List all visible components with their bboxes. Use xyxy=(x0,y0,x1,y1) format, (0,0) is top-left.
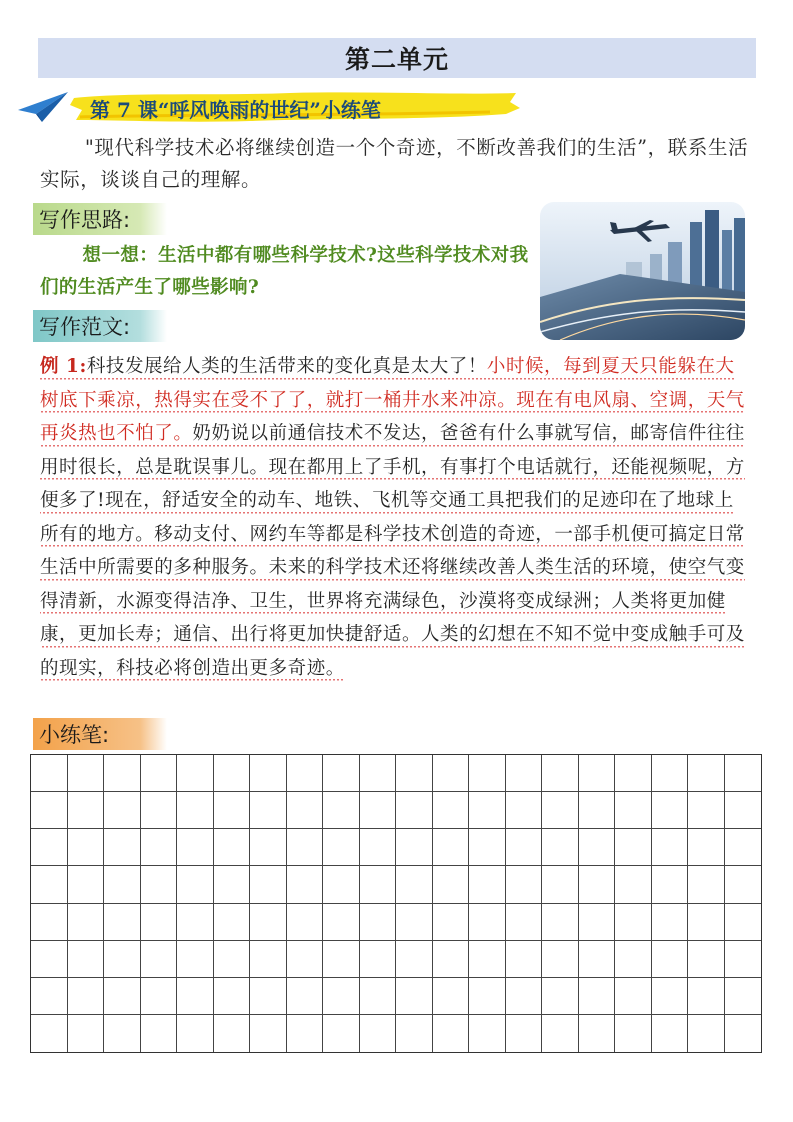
practice-section-label xyxy=(33,718,167,750)
grid-cell[interactable] xyxy=(433,941,470,978)
grid-cell[interactable] xyxy=(688,978,725,1015)
lesson-title-band xyxy=(70,90,520,124)
practice-section-label-text: 小练笔: xyxy=(39,723,110,747)
grid-cell[interactable] xyxy=(214,1015,251,1052)
grid-cell[interactable] xyxy=(725,941,762,978)
grid-cell[interactable] xyxy=(141,792,178,829)
essay-part-1: 科技发展给人类的生活带来的变化真是太大了！ xyxy=(86,356,487,377)
grid-cell[interactable] xyxy=(68,1015,105,1052)
grid-cell[interactable] xyxy=(323,904,360,941)
grid-cell[interactable] xyxy=(31,792,68,829)
grid-cell[interactable] xyxy=(433,1015,470,1052)
grid-cell[interactable] xyxy=(615,941,652,978)
grid-cell[interactable] xyxy=(579,978,616,1015)
grid-cell[interactable] xyxy=(542,1015,579,1052)
grid-cell[interactable] xyxy=(250,904,287,941)
grid-cell[interactable] xyxy=(68,904,105,941)
grid-cell[interactable] xyxy=(396,904,433,941)
grid-cell[interactable] xyxy=(360,829,397,866)
grid-cell[interactable] xyxy=(542,755,579,792)
grid-cell[interactable] xyxy=(615,904,652,941)
grid-cell[interactable] xyxy=(725,1015,762,1052)
grid-cell[interactable] xyxy=(287,792,324,829)
grid-cell[interactable] xyxy=(104,755,141,792)
grid-cell[interactable] xyxy=(652,866,689,903)
grid-cell[interactable] xyxy=(396,941,433,978)
grid-cell[interactable] xyxy=(214,792,251,829)
grid-cell[interactable] xyxy=(323,829,360,866)
grid-cell[interactable] xyxy=(506,978,543,1015)
grid-cell[interactable] xyxy=(396,755,433,792)
grid-cell[interactable] xyxy=(433,904,470,941)
prompt-text: "现代科学技术必将继续创造一个个奇迹，不断改善我们的生活”，联系生活实际，谈谈自己的理解。 xyxy=(40,136,749,191)
grid-cell[interactable] xyxy=(31,755,68,792)
grid-cell[interactable] xyxy=(542,792,579,829)
grid-cell[interactable] xyxy=(141,1015,178,1052)
idea-section-label-text: 写作思路: xyxy=(39,208,131,232)
grid-cell[interactable] xyxy=(433,792,470,829)
grid-cell[interactable] xyxy=(104,1015,141,1052)
grid-cell[interactable] xyxy=(250,978,287,1015)
idea-section-label xyxy=(33,203,167,235)
grid-cell[interactable] xyxy=(506,755,543,792)
grid-cell[interactable] xyxy=(141,866,178,903)
grid-cell[interactable] xyxy=(579,792,616,829)
grid-cell[interactable] xyxy=(68,829,105,866)
grid-cell[interactable] xyxy=(579,941,616,978)
grid-cell[interactable] xyxy=(104,904,141,941)
sample-section-label xyxy=(33,310,167,342)
grid-cell[interactable] xyxy=(542,904,579,941)
grid-cell[interactable] xyxy=(287,904,324,941)
sample-section-label-text: 写作范文: xyxy=(39,315,131,339)
grid-cell[interactable] xyxy=(396,866,433,903)
grid-cell[interactable] xyxy=(141,941,178,978)
grid-cell[interactable] xyxy=(615,755,652,792)
grid-cell[interactable] xyxy=(433,866,470,903)
grid-cell[interactable] xyxy=(177,792,214,829)
grid-cell[interactable] xyxy=(469,792,506,829)
grid-cell[interactable] xyxy=(177,941,214,978)
grid-cell[interactable] xyxy=(360,866,397,903)
grid-cell[interactable] xyxy=(725,792,762,829)
grid-cell[interactable] xyxy=(542,978,579,1015)
grid-cell[interactable] xyxy=(725,904,762,941)
grid-cell[interactable] xyxy=(652,904,689,941)
grid-cell[interactable] xyxy=(396,978,433,1015)
grid-cell[interactable] xyxy=(68,978,105,1015)
grid-cell[interactable] xyxy=(542,829,579,866)
grid-cell[interactable] xyxy=(323,1015,360,1052)
grid-cell[interactable] xyxy=(214,866,251,903)
grid-cell[interactable] xyxy=(177,904,214,941)
grid-cell[interactable] xyxy=(469,904,506,941)
idea-text: 想一想：生活中都有哪些科学技术?这些科学技术对我们的生活产生了哪些影响? xyxy=(40,245,529,298)
grid-cell[interactable] xyxy=(652,941,689,978)
grid-cell[interactable] xyxy=(177,1015,214,1052)
grid-cell[interactable] xyxy=(323,978,360,1015)
grid-cell[interactable] xyxy=(579,829,616,866)
grid-cell[interactable] xyxy=(177,755,214,792)
grid-cell[interactable] xyxy=(287,866,324,903)
grid-cell[interactable] xyxy=(615,1015,652,1052)
example-label: 例 1: xyxy=(40,356,87,377)
grid-cell[interactable] xyxy=(396,1015,433,1052)
lesson-title: 第 7 课“呼风唤雨的世纪”小练笔 xyxy=(90,98,381,122)
grid-cell[interactable] xyxy=(396,792,433,829)
grid-cell[interactable] xyxy=(104,941,141,978)
grid-cell[interactable] xyxy=(141,829,178,866)
grid-cell[interactable] xyxy=(506,792,543,829)
grid-cell[interactable] xyxy=(688,792,725,829)
grid-cell[interactable] xyxy=(177,978,214,1015)
grid-cell[interactable] xyxy=(725,866,762,903)
grid-cell[interactable] xyxy=(214,755,251,792)
grid-cell[interactable] xyxy=(506,829,543,866)
grid-cell[interactable] xyxy=(104,978,141,1015)
grid-cell[interactable] xyxy=(31,829,68,866)
grid-cell[interactable] xyxy=(579,1015,616,1052)
grid-cell[interactable] xyxy=(725,829,762,866)
grid-cell[interactable] xyxy=(725,755,762,792)
grid-cell[interactable] xyxy=(68,866,105,903)
grid-cell[interactable] xyxy=(360,792,397,829)
grid-cell[interactable] xyxy=(104,866,141,903)
grid-cell[interactable] xyxy=(323,941,360,978)
grid-cell[interactable] xyxy=(725,978,762,1015)
city-highway-airplane-photo xyxy=(540,202,745,340)
grid-cell[interactable] xyxy=(323,792,360,829)
grid-cell[interactable] xyxy=(506,904,543,941)
grid-cell[interactable] xyxy=(688,904,725,941)
grid-cell[interactable] xyxy=(250,755,287,792)
essay-part-2-highlight: 小时候，每到夏天只能躲在大树底下乘凉，热得实在受不了了，就打一桶井水来冲凉。现在有电风扇、空调，天气再炎热也不怕了。 xyxy=(40,356,745,444)
grid-cell[interactable] xyxy=(688,941,725,978)
grid-cell[interactable] xyxy=(506,866,543,903)
grid-cell[interactable] xyxy=(31,941,68,978)
grid-cell[interactable] xyxy=(615,866,652,903)
grid-cell[interactable] xyxy=(31,1015,68,1052)
grid-cell[interactable] xyxy=(214,904,251,941)
grid-cell[interactable] xyxy=(287,1015,324,1052)
grid-cell[interactable] xyxy=(250,866,287,903)
grid-cell[interactable] xyxy=(469,755,506,792)
grid-cell[interactable] xyxy=(287,978,324,1015)
grid-cell[interactable] xyxy=(469,978,506,1015)
sample-essay xyxy=(40,350,752,685)
grid-cell[interactable] xyxy=(652,978,689,1015)
grid-cell[interactable] xyxy=(433,755,470,792)
grid-cell[interactable] xyxy=(688,755,725,792)
grid-cell[interactable] xyxy=(214,829,251,866)
grid-cell[interactable] xyxy=(615,978,652,1015)
grid-cell[interactable] xyxy=(250,792,287,829)
essay-part-3: 奶奶说以前通信技术不发达，爸爸有什么事就写信，邮寄信件往往用时很长，总是耽误事儿。现在都用上了手机，有事打个电话就行，还能视频呢，方便多了!现在，舒适安全的动车、地铁、飞机等交通工具把我们的足迹印在了地球上所有的地方。移动支付、网约车等都是科学技术创造的奇迹，一部手机便可搞定日常生活中所需要的多种服务。未来的科学技术还将继续改善人类生活的环境，使空气变得清新，水源变得洁净、卫生，世界将充满绿色，沙漠将变成绿洲；人类将更加健康，更加长寿；通信、出行将更加快捷舒适。人类的幻想在不知不觉中变成触手可及的现实，科技必将创造出更多奇迹。 xyxy=(40,423,745,679)
grid-cell[interactable] xyxy=(323,866,360,903)
grid-cell[interactable] xyxy=(141,978,178,1015)
grid-cell[interactable] xyxy=(652,829,689,866)
grid-cell[interactable] xyxy=(469,829,506,866)
grid-cell[interactable] xyxy=(177,866,214,903)
grid-cell[interactable] xyxy=(433,978,470,1015)
writing-grid[interactable] xyxy=(30,754,762,1053)
grid-cell[interactable] xyxy=(31,866,68,903)
grid-cell[interactable] xyxy=(250,941,287,978)
grid-cell[interactable] xyxy=(104,829,141,866)
grid-cell[interactable] xyxy=(506,1015,543,1052)
grid-cell[interactable] xyxy=(688,1015,725,1052)
grid-cell[interactable] xyxy=(652,755,689,792)
grid-cell[interactable] xyxy=(250,829,287,866)
paper-plane-icon xyxy=(16,88,70,124)
grid-cell[interactable] xyxy=(688,866,725,903)
grid-cell[interactable] xyxy=(360,941,397,978)
grid-cell[interactable] xyxy=(287,829,324,866)
grid-cell[interactable] xyxy=(31,978,68,1015)
grid-cell[interactable] xyxy=(469,1015,506,1052)
grid-cell[interactable] xyxy=(287,941,324,978)
grid-cell[interactable] xyxy=(579,866,616,903)
grid-cell[interactable] xyxy=(360,755,397,792)
grid-cell[interactable] xyxy=(68,941,105,978)
grid-cell[interactable] xyxy=(141,904,178,941)
grid-cell[interactable] xyxy=(469,866,506,903)
unit-title-bar xyxy=(38,38,756,78)
grid-cell[interactable] xyxy=(177,829,214,866)
grid-cell[interactable] xyxy=(360,978,397,1015)
grid-cell[interactable] xyxy=(31,904,68,941)
grid-cell[interactable] xyxy=(652,792,689,829)
grid-cell[interactable] xyxy=(360,904,397,941)
grid-cell[interactable] xyxy=(214,978,251,1015)
grid-cell[interactable] xyxy=(287,755,324,792)
grid-cell[interactable] xyxy=(579,755,616,792)
grid-cell[interactable] xyxy=(615,792,652,829)
grid-cell[interactable] xyxy=(433,829,470,866)
grid-cell[interactable] xyxy=(652,1015,689,1052)
grid-cell[interactable] xyxy=(141,755,178,792)
grid-cell[interactable] xyxy=(250,1015,287,1052)
grid-cell[interactable] xyxy=(104,792,141,829)
grid-cell[interactable] xyxy=(579,904,616,941)
grid-cell[interactable] xyxy=(396,829,433,866)
grid-cell[interactable] xyxy=(469,941,506,978)
grid-cell[interactable] xyxy=(323,755,360,792)
grid-cell[interactable] xyxy=(542,941,579,978)
grid-cell[interactable] xyxy=(615,829,652,866)
unit-title: 第二单元 xyxy=(344,45,449,74)
grid-cell[interactable] xyxy=(214,941,251,978)
grid-cell[interactable] xyxy=(360,1015,397,1052)
grid-cell[interactable] xyxy=(68,792,105,829)
grid-cell[interactable] xyxy=(68,755,105,792)
grid-cell[interactable] xyxy=(506,941,543,978)
grid-cell[interactable] xyxy=(688,829,725,866)
grid-cell[interactable] xyxy=(542,866,579,903)
